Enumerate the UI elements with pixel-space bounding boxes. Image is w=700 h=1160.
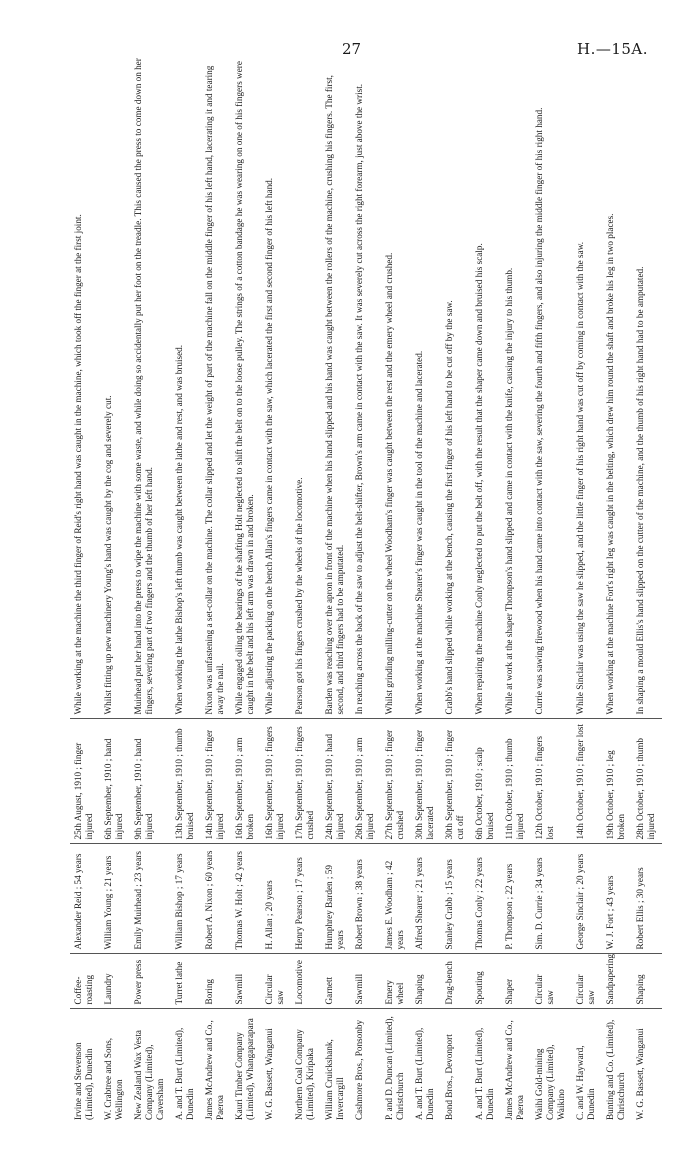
machine-cell: Shaping	[411, 954, 441, 1009]
person-cell: James E. Woodham ; 42 years	[381, 844, 411, 954]
machine-cell: Coffee-roasting	[70, 954, 100, 1009]
table-row	[70, 44, 100, 1124]
date-injury-cell: 24th September, 1910 ; hand injured	[321, 719, 351, 844]
machine-cell: Circular saw	[531, 954, 572, 1009]
date-injury-cell: 14th September, 1910 ; finger injured	[201, 719, 231, 844]
machine-cell: Circular saw	[261, 954, 291, 1009]
description-cell: Whilst grinding milling-cutter on the wheel Woodham's finger was caught between the rest and the emery wheel and crushed.	[384, 252, 394, 715]
firm-cell: A. and T. Burt (Limited), Dunedin	[471, 1009, 501, 1124]
machine-cell: Boring	[201, 954, 231, 1009]
firm-cell: Irvine and Stevenson (Limited), Dunedin	[70, 1009, 100, 1124]
description-cell: While working at the machine the third finger of Reid's right hand was caught in the machine, which took off the finger at the first joint.	[73, 214, 83, 715]
document-code: H.—15A.	[577, 40, 649, 58]
table-row	[501, 44, 531, 1124]
table-row	[171, 44, 201, 1124]
date-injury-cell: 16th September, 1910 ; arm broken	[231, 719, 261, 844]
person-cell: P. Thompson ; 22 years	[501, 844, 531, 954]
machine-cell: Turret lathe	[171, 954, 201, 1009]
person-cell: Stanley Crabb ; 15 years	[441, 844, 471, 954]
person-cell: William Bishop ; 17 years	[171, 844, 201, 954]
description-cell: When working the lathe Bishop's left thumb was caught between the lathe and rest, and was bruised.	[174, 344, 184, 715]
person-cell: Alfred Shearer ; 21 years	[411, 844, 441, 954]
person-cell: Henry Pearson ; 17 years	[291, 844, 321, 954]
table-row	[471, 44, 501, 1124]
firm-cell: P. and D. Duncan (Limited), Christchurch	[381, 1009, 411, 1124]
description-cell: Muirhead put her hand into the press to wipe the machine with some waste, and while doing so accidentally put her foot on the treadle. This caused the press to come down on her fingers, severing part of two fingers and the thumb of her left hand.	[133, 58, 154, 715]
description-cell: Nixon was unfastening a set-collar on the machine. The collar slipped and let the weight of part of the machine fall on the middle finger of his left hand, lacerating it and tearing away the nail.	[204, 65, 225, 715]
date-injury-cell: 14th October, 1910 ; finger lost	[572, 719, 602, 844]
table-row	[100, 44, 130, 1124]
person-cell: H. Allan ; 20 years	[261, 844, 291, 954]
description-cell: In shaping a mould Ellis's hand slipped on the cutter of the machine, and the thumb of his right hand had to be amputated.	[635, 266, 645, 715]
description-cell: While at work at the shaper Thompson's hand slipped and came in contact with the knife, causing the injury to his thumb.	[504, 267, 514, 715]
machine-cell: Shaper	[501, 954, 531, 1009]
machine-cell: Circular saw	[572, 954, 602, 1009]
date-injury-cell: 16th September, 1910 ; fingers injured	[261, 719, 291, 844]
person-cell: George Sinclair ; 20 years	[572, 844, 602, 954]
firm-cell: Cashmore Bros., Ponsonby	[351, 1009, 381, 1124]
table-row	[572, 44, 602, 1124]
firm-cell: W. G. Bassett, Wanganui	[632, 1009, 662, 1124]
firm-cell: Bond Bros., Devonport	[441, 1009, 471, 1124]
date-injury-cell: 26th September, 1910 ; arm injured	[351, 719, 381, 844]
date-injury-cell: 11th October, 1910 ; thumb injured	[501, 719, 531, 844]
machine-cell: Sawmill	[231, 954, 261, 1009]
table-row	[130, 44, 171, 1124]
date-injury-cell: 17th September, 1910 ; fingers crushed	[291, 719, 321, 844]
person-cell: Robert Brown ; 38 years	[351, 844, 381, 954]
table-row	[231, 44, 261, 1124]
machine-cell: Laundry	[100, 954, 130, 1009]
firm-cell: Kauri Timber Company (Limited), Whangaparapara	[231, 1009, 261, 1124]
person-cell: Alexander Reid ; 54 years	[70, 844, 100, 954]
firm-cell: A. and T. Burt (Limited), Dunedin	[171, 1009, 201, 1124]
date-injury-cell: 30th September, 1910 ; finger cut off	[441, 719, 471, 844]
person-cell: Emily Muirhead ; 23 years	[130, 844, 171, 954]
accident-table	[70, 44, 662, 1124]
firm-cell: W. Crabtree and Sons, Wellington	[100, 1009, 130, 1124]
machine-cell: Sawmill	[351, 954, 381, 1009]
firm-cell: James McAndrew and Co., Paeroa	[201, 1009, 231, 1124]
date-injury-cell: 12th October, 1910 ; fingers lost	[531, 719, 572, 844]
person-cell: Sim. D. Currie ; 34 years	[531, 844, 572, 954]
person-cell: Robert A. Nixon ; 60 years	[201, 844, 231, 954]
person-cell: William Young ; 21 years	[100, 844, 130, 954]
firm-cell: Bunting and Co. (Limited), Christchurch	[602, 1009, 632, 1124]
date-injury-cell: 27th September, 1910 ; finger crushed	[381, 719, 411, 844]
person-cell: Humphrey Barden ; 59 years	[321, 844, 351, 954]
machine-cell: Spouting	[471, 954, 501, 1009]
firm-cell: A. and T. Burt (Limited), Dunedin	[411, 1009, 441, 1124]
date-injury-cell: 28th October, 1910 ; thumb injured	[632, 719, 662, 844]
description-cell: In reaching across the back of the saw to adjust the belt-shifter, Brown's arm came in contact with the saw. It was severely cut across the right forearm, just above the wrist.	[354, 83, 364, 715]
accident-table-rotated	[70, 44, 670, 1124]
firm-cell: Waihi Gold-mining Company (Limited), Waikino	[531, 1009, 572, 1124]
machine-cell: Locomotive	[291, 954, 321, 1009]
firm-cell: William Cruickshank, Invercargill	[321, 1009, 351, 1124]
description-cell: While adjusting the packing on the bench Allan's fingers came in contact with the saw, which lacerated the first and second finger of his left hand.	[264, 177, 274, 715]
description-cell: Crabb's hand slipped while working at the bench, causing the first finger of his left hand to be cut off by the saw.	[444, 300, 454, 715]
table-row	[531, 44, 572, 1124]
accident-table-body	[70, 44, 662, 1124]
machine-cell: Garnett	[321, 954, 351, 1009]
description-cell: Currie was sawing firewood when his hand came into contact with the saw, severing the fourth and fifth fingers, and also injuring the middle finger of his right hand.	[534, 107, 544, 715]
table-row	[351, 44, 381, 1124]
table-row	[441, 44, 471, 1124]
date-injury-cell: 13th September, 1910 ; thumb bruised	[171, 719, 201, 844]
description-cell: Whilst fitting up new machinery Young's hand was caught by the cog and severely cut.	[103, 395, 113, 715]
description-cell: When working at the machine Fort's right leg was caught in the belting, which drew him round the shaft and broke his leg in two places.	[605, 213, 615, 715]
person-cell: W. J. Fort ; 43 years	[602, 844, 632, 954]
table-row	[632, 44, 662, 1124]
machine-cell: Emery wheel	[381, 954, 411, 1009]
date-injury-cell: 6th September, 1910 ; hand injured	[100, 719, 130, 844]
person-cell: Robert Ellis ; 30 years	[632, 844, 662, 954]
description-cell: Barden was reaching over the apron in front of the machine when his hand slipped and his hand was caught between the rollers of the machine, crushing his fingers. The first, second, and third fingers had to be amputated.	[324, 75, 345, 715]
firm-cell: New Zealand Wax Vesta Company (Limited), Caversham	[130, 1009, 171, 1124]
table-row	[381, 44, 411, 1124]
machine-cell: Power press	[130, 954, 171, 1009]
date-injury-cell: 6th October, 1910 ; scalp bruised	[471, 719, 501, 844]
table-row	[602, 44, 632, 1124]
description-cell: Pearson got his fingers crushed by the wheels of the locomotive.	[294, 477, 304, 715]
table-row	[261, 44, 291, 1124]
firm-cell: Northern Coal Company (Limited), Kiripaka	[291, 1009, 321, 1124]
person-cell: Thomas Conly ; 22 years	[471, 844, 501, 954]
description-cell: When working at the machine Shearer's finger was caught in the tool of the machine and lacerated.	[414, 350, 424, 715]
firm-cell: James McAndrew and Co., Paeroa	[501, 1009, 531, 1124]
date-injury-cell: 19th October, 1910 ; leg broken	[602, 719, 632, 844]
date-injury-cell: 30th September, 1910 ; finger lacerated	[411, 719, 441, 844]
table-row	[321, 44, 351, 1124]
description-cell: While engaged oiling the bearings of the shafting Holt neglected to shift the belt on to the loose pulley. The strings of a cotton bandage he was wearing on one of his fingers were caught in the belt and his left arm was drawn in and broken.	[234, 61, 255, 715]
table-row	[291, 44, 321, 1124]
firm-cell: W. G. Bassett, Wanganui	[261, 1009, 291, 1124]
description-cell: When repairing the machine Conly neglected to put the belt off, with the result that the shaper came down and bruised his scalp.	[474, 243, 484, 715]
page-number: 27	[342, 40, 362, 58]
table-row	[411, 44, 441, 1124]
machine-cell: Shaping	[632, 954, 662, 1009]
description-cell: While Sinclair was using the saw he slipped, and the little finger of his right hand was cut off by coming in contact with the saw.	[575, 241, 585, 715]
machine-cell: Sandpapering	[602, 954, 632, 1009]
date-injury-cell: 9th September, 1910 ; hand injured	[130, 719, 171, 844]
firm-cell: C. and W. Hayward, Dunedin	[572, 1009, 602, 1124]
table-row	[201, 44, 231, 1124]
date-injury-cell: 25th August, 1910 ; finger injured	[70, 719, 100, 844]
person-cell: Thomas W. Holt ; 42 years	[231, 844, 261, 954]
machine-cell: Drag-bench	[441, 954, 471, 1009]
